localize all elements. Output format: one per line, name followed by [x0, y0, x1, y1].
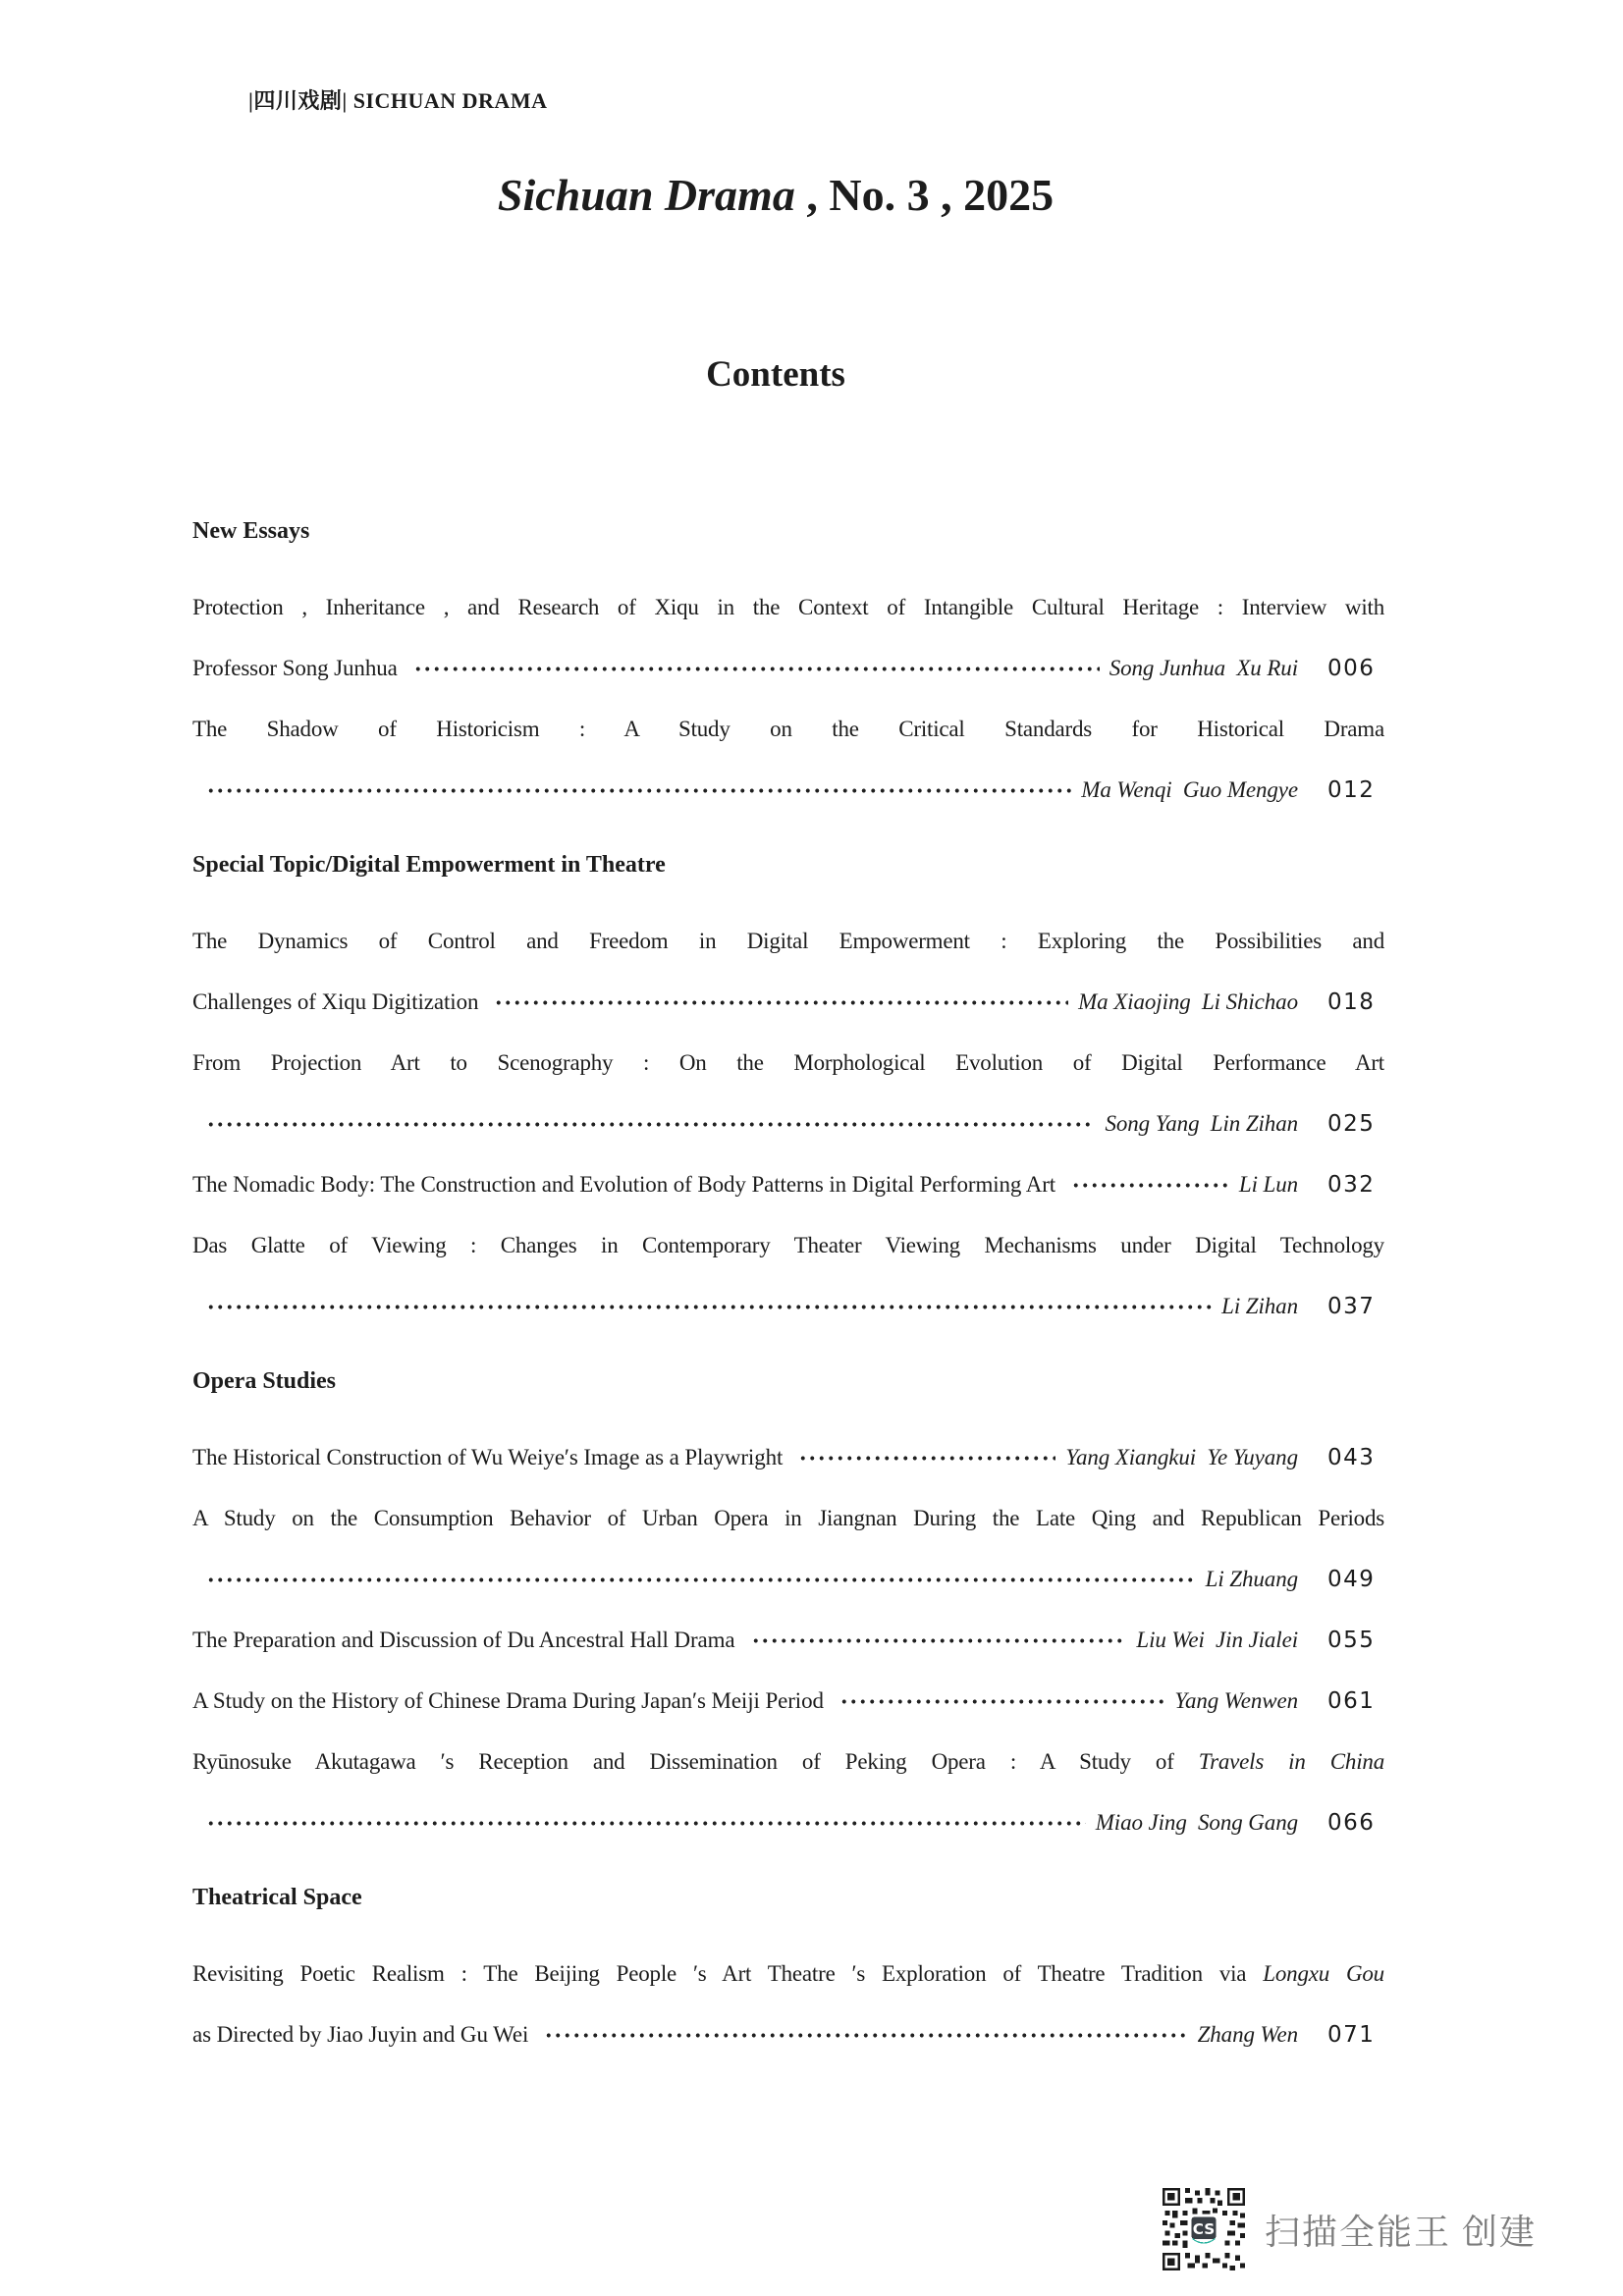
entry-page-number: 043: [1327, 1445, 1376, 1470]
entry-authors: Yang Xiangkui Ye Yuyang: [1065, 1445, 1298, 1469]
entry-authors: Ma Xiaojing Li Shichao: [1078, 989, 1298, 1014]
toc-section: [192, 1881, 1384, 2065]
qr-code-icon: [1163, 2188, 1245, 2270]
dot-leader: [206, 1094, 1095, 1154]
entry-page-number: 071: [1327, 2022, 1376, 2048]
entry-title-segment: Professor Song Junhua: [192, 656, 398, 680]
journal-title-issue: , No. 3 , 2025: [794, 170, 1055, 220]
toc-entry-title-line: [192, 911, 1384, 972]
entry-authors: Song Yang Lin Zihan: [1105, 1111, 1298, 1136]
toc-entry-line: [192, 1276, 1384, 1337]
toc-section: [192, 848, 1384, 1337]
dot-leader: [839, 1671, 1164, 1732]
entry-title-segment: Challenges of Xiqu Digitization: [192, 989, 479, 1014]
entry-authors: Li Lun: [1238, 1172, 1298, 1197]
entry-title-segment: Das Glatte of Viewing : Changes in Contemporary Theater Viewing Mechanisms under Digital Technology: [192, 1233, 1384, 1257]
section-heading: Opera Studies: [192, 1368, 337, 1394]
entry-title-text: [192, 656, 398, 681]
entry-title-segment: From Projection Art to Scenography : On the Morphological Evolution of Digital Performance Art: [192, 1050, 1384, 1075]
entry-page-number: 025: [1327, 1111, 1376, 1137]
dot-leader: [206, 1549, 1196, 1610]
toc-section: [192, 1364, 1384, 1853]
toc-entry-title-line: [192, 699, 1384, 760]
toc-entry-title-line: [192, 1033, 1384, 1094]
entry-page-number: 032: [1327, 1172, 1376, 1198]
toc-entry-line: [192, 1094, 1384, 1154]
toc-entry-line: [192, 1549, 1384, 1610]
dot-leader: [1071, 1154, 1229, 1215]
toc-entry-line: [192, 1610, 1384, 1671]
entry-title-text: [192, 1688, 824, 1714]
entry-page-number: 037: [1327, 1294, 1376, 1319]
entry-authors: Song Junhua Xu Rui: [1109, 656, 1298, 680]
entry-title-text: [192, 1628, 735, 1653]
toc-entry-line: [192, 1792, 1384, 1853]
dot-leader: [751, 1610, 1127, 1671]
entry-title-segment: The Dynamics of Control and Freedom in Digital Empowerment : Exploring the Possibilities and: [192, 929, 1384, 953]
section-heading: Special Topic/Digital Empowerment in Theatre: [192, 852, 666, 878]
dot-leader: [544, 2004, 1187, 2065]
entry-authors: Zhang Wen: [1197, 2022, 1298, 2047]
toc-entry-line: [192, 1671, 1384, 1732]
toc-entry-title-line: [192, 577, 1384, 638]
journal-title-name: Sichuan Drama: [497, 170, 795, 220]
dot-leader: [494, 972, 1068, 1033]
entry-page-number: 012: [1327, 777, 1376, 803]
entry-page-number: 061: [1327, 1688, 1376, 1714]
entry-title-segment: A Study on the History of Chinese Drama During Japan′s Meiji Period: [192, 1688, 824, 1713]
entry-authors: Li Zhuang: [1205, 1567, 1298, 1591]
toc-entry-line: [192, 638, 1384, 699]
scanner-watermark: [1163, 2188, 1537, 2270]
entry-title-italic: Longxu Gou: [1263, 1961, 1384, 1986]
journal-title: [201, 169, 1350, 221]
toc-entry-title-line: [192, 1732, 1384, 1792]
entry-page-number: 066: [1327, 1810, 1376, 1836]
entry-page-number: 018: [1327, 989, 1376, 1015]
entry-title-segment: The Nomadic Body: The Construction and Evolution of Body Patterns in Digital Performing Art: [192, 1172, 1056, 1197]
toc-entry-line: [192, 1427, 1384, 1488]
entry-title-segment: The Shadow of Historicism : A Study on the Critical Standards for Historical Drama: [192, 717, 1384, 741]
dot-leader: [206, 760, 1071, 821]
entry-title-segment: Ryūnosuke Akutagawa ′s Reception and Dissemination of Peking Opera : A Study of: [192, 1749, 1199, 1774]
entry-title-segment: The Historical Construction of Wu Weiye′s Image as a Playwright: [192, 1445, 784, 1469]
entry-page-number: 049: [1327, 1567, 1376, 1592]
entry-authors: Miao Jing Song Gang: [1095, 1810, 1298, 1835]
entry-title-segment: Protection , Inheritance , and Research of Xiqu in the Context of Intangible Cultural Heritage : Interview with: [192, 595, 1384, 619]
toc-entry-line: [192, 760, 1384, 821]
entry-authors: Li Zihan: [1221, 1294, 1298, 1318]
toc-section: [192, 514, 1384, 821]
entry-title-text: [192, 989, 478, 1015]
entry-authors: Liu Wei Jin Jialei: [1136, 1628, 1298, 1652]
section-heading: Theatrical Space: [192, 1885, 362, 1910]
entry-title-segment: as Directed by Jiao Juyin and Gu Wei: [192, 2022, 529, 2047]
entry-page-number: 055: [1327, 1628, 1376, 1653]
table-of-contents: [192, 514, 1384, 2065]
dot-leader: [206, 1276, 1212, 1337]
watermark-text: 扫描全能王 创建: [1264, 2212, 1537, 2252]
toc-entry-title-line: [192, 1944, 1384, 2004]
qr-logo-label: CS: [1192, 2219, 1216, 2238]
entry-authors: Yang Wenwen: [1174, 1688, 1298, 1713]
toc-entry-line: [192, 2004, 1384, 2065]
entry-title-text: [192, 1172, 1055, 1198]
entry-title-segment: Revisiting Poetic Realism : The Beijing People ′s Art Theatre ′s Exploration of Theatre Tradition via: [192, 1961, 1264, 1986]
journal-masthead: |四川戏剧| SICHUAN DRAMA: [248, 88, 548, 113]
toc-entry-title-line: [192, 1215, 1384, 1276]
entry-authors: Ma Wenqi Guo Mengye: [1081, 777, 1298, 802]
section-heading: New Essays: [192, 518, 310, 544]
dot-leader: [798, 1427, 1055, 1488]
entry-title-italic: Travels in China: [1198, 1749, 1384, 1774]
toc-entry-line: [192, 972, 1384, 1033]
dot-leader: [206, 1792, 1086, 1853]
entry-title-text: [192, 1445, 783, 1470]
entry-title-segment: The Preparation and Discussion of Du Ancestral Hall Drama: [192, 1628, 735, 1652]
toc-entry-line: [192, 1154, 1384, 1215]
toc-entry-title-line: [192, 1488, 1384, 1549]
entry-title-segment: A Study on the Consumption Behavior of Urban Opera in Jiangnan During the Late Qing and Republican Periods: [192, 1506, 1384, 1530]
entry-page-number: 006: [1327, 656, 1376, 681]
entry-title-text: [192, 2022, 528, 2048]
dot-leader: [413, 638, 1100, 699]
contents-heading: Contents: [706, 354, 845, 395]
